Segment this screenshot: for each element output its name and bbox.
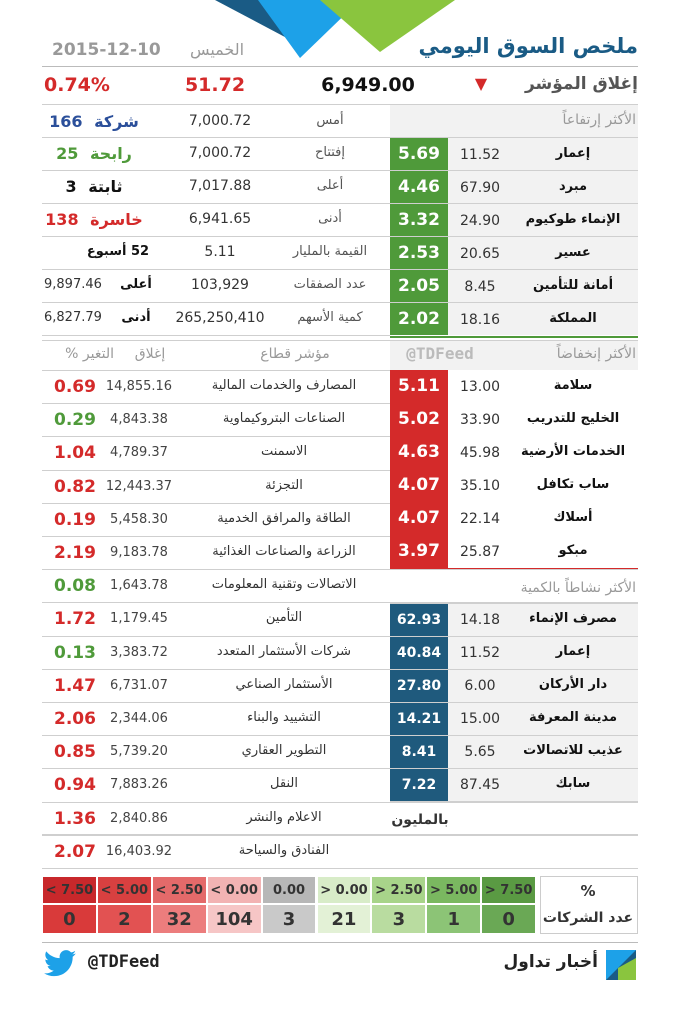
brand-logo-icon <box>606 950 636 980</box>
stat-label: أعلى <box>316 178 344 193</box>
divider <box>42 370 390 371</box>
sector-change: 1.47 <box>54 676 96 696</box>
divider <box>42 503 390 504</box>
active-title: الأكثر نشاطاً بالكمية <box>520 580 636 596</box>
sector-name: التطوير العقاري <box>241 743 327 758</box>
dist-range: > 0.00 <box>317 876 372 904</box>
active-qty-badge: 14.21 <box>390 703 448 735</box>
gainers-title: الأكثر إرتفاعاً <box>562 112 636 128</box>
sector-close: 2,344.06 <box>110 711 168 726</box>
sector-name: التشييد والبناء <box>247 710 321 725</box>
active-qty-badge: 27.80 <box>390 670 448 702</box>
sector-close: 5,739.20 <box>110 744 168 759</box>
watermark-handle: @TDFeed <box>406 344 474 363</box>
status-count: 3 <box>65 177 77 196</box>
twitter-bird-icon <box>44 950 76 977</box>
status-count: 25 <box>56 144 79 163</box>
active-qty-badge: 40.84 <box>390 637 448 669</box>
active-qty-badge: 7.22 <box>390 769 448 801</box>
status-count-group <box>44 144 144 163</box>
sector-change: 0.19 <box>54 510 96 530</box>
sector-change: 0.69 <box>54 377 96 397</box>
sector-name: التأمين <box>265 610 303 625</box>
gain-pct-badge: 2.53 <box>390 237 448 269</box>
stock-price: 24.90 <box>459 213 501 229</box>
sector-name: الاعلام والنشر <box>246 810 322 825</box>
dist-count: 1 <box>426 904 481 934</box>
sector-name: الفنادق والسياحة <box>238 843 330 858</box>
million-label: بالمليون <box>391 812 449 828</box>
stock-price: 13.00 <box>459 379 501 395</box>
sector-name: الأستثمار الصناعي <box>235 677 333 692</box>
sector-name: النقل <box>270 776 298 791</box>
page-title: ملخص السوق اليومي <box>418 34 638 58</box>
sector-change: 0.82 <box>54 477 96 497</box>
loss-pct-badge: 4.63 <box>390 436 448 469</box>
dist-range: < 5.00 <box>97 876 152 904</box>
loss-pct-badge: 5.11 <box>390 370 448 403</box>
dist-pct-label: % <box>580 882 596 900</box>
stock-name: مبكو <box>558 543 588 558</box>
divider <box>42 835 638 836</box>
dist-count: 0 <box>481 904 536 934</box>
divider <box>42 170 390 171</box>
stock-price: 25.87 <box>459 544 501 560</box>
stat-value: 7,017.88 <box>188 178 252 194</box>
stock-name: أمانة للتأمين <box>532 278 614 293</box>
gain-pct-badge: 2.02 <box>390 303 448 335</box>
index-change-pct: 0.74% <box>44 74 110 96</box>
sector-name: الطاقة والمرافق الخدمية <box>217 511 351 526</box>
down-arrow-icon: ▼ <box>474 74 488 93</box>
active-qty-badge: 8.41 <box>390 736 448 768</box>
stat-label: عدد الصفقات <box>293 277 367 292</box>
loss-pct-badge: 4.07 <box>390 502 448 535</box>
status-count-group <box>44 210 144 229</box>
sector-header-name: مؤشر قطاع <box>260 346 330 362</box>
divider <box>42 868 638 869</box>
stock-name: ساب تكافل <box>536 477 610 492</box>
stock-price: 20.65 <box>459 246 501 262</box>
dist-count: 32 <box>152 904 207 934</box>
sector-change: 0.85 <box>54 742 96 762</box>
stat-value: 265,250,410 <box>175 310 265 326</box>
stock-name: عسير <box>555 245 591 260</box>
stat-label: القيمة بالمليار <box>292 244 368 259</box>
stock-name: دار الأركان <box>538 677 608 692</box>
stock-name: سلامة <box>553 378 593 393</box>
sector-change: 0.08 <box>54 576 96 596</box>
week-label: 52 أسبوع <box>86 244 150 259</box>
stock-name: إعمار <box>555 644 591 659</box>
sector-close: 4,843.38 <box>110 412 168 427</box>
sector-change: 0.29 <box>54 410 96 430</box>
status-word: خاسرة <box>90 210 143 229</box>
sector-change: 1.04 <box>54 443 96 463</box>
gain-pct-badge: 3.32 <box>390 204 448 236</box>
divider <box>42 569 638 570</box>
sector-change: 1.36 <box>54 809 96 829</box>
stock-price: 33.90 <box>459 412 501 428</box>
dist-count: 0 <box>42 904 97 934</box>
dist-range: < 7.50 <box>42 876 97 904</box>
stock-price: 87.45 <box>459 777 501 793</box>
dist-count: 2 <box>97 904 152 934</box>
stock-name: المملكة <box>549 311 597 326</box>
gain-pct-badge: 2.05 <box>390 270 448 302</box>
sector-close: 6,731.07 <box>110 678 168 693</box>
dist-range: > 5.00 <box>426 876 481 904</box>
divider <box>42 802 638 803</box>
day-label: الخميس <box>189 40 245 59</box>
sector-close: 9,183.78 <box>110 545 168 560</box>
dist-range: < 2.50 <box>152 876 207 904</box>
stock-name: مدينة المعرفة <box>528 710 618 725</box>
status-count: 166 <box>49 112 83 131</box>
divider <box>42 536 390 537</box>
dist-count: 21 <box>317 904 372 934</box>
loss-pct-badge: 5.02 <box>390 403 448 436</box>
hl-label: أعلى <box>120 277 152 292</box>
sector-name: المصارف والخدمات المالية <box>211 378 357 393</box>
sector-change: 0.94 <box>54 775 96 795</box>
sector-close: 14,855.16 <box>105 379 173 394</box>
hl-label: أدنى <box>121 310 151 325</box>
divider <box>42 302 390 303</box>
dist-count: 3 <box>262 904 317 934</box>
stock-price: 8.45 <box>464 279 496 295</box>
stock-name: مصرف الإنماء <box>529 611 617 626</box>
stock-name: أسلاك <box>553 510 593 525</box>
sector-name: الزراعة والصناعات الغذائية <box>212 544 356 559</box>
divider <box>42 470 390 471</box>
stat-value: 7,000.72 <box>188 145 252 161</box>
divider <box>42 203 390 204</box>
stock-price: 45.98 <box>459 445 501 461</box>
status-count: 138 <box>45 210 79 229</box>
stat-value: 6,941.65 <box>188 211 252 227</box>
stat-label: أمس <box>316 113 344 128</box>
stock-name: إعمار <box>555 146 591 161</box>
status-word: ثابتة <box>88 177 123 196</box>
status-word: شركة <box>94 112 139 131</box>
sector-header-change: التغير % <box>65 346 114 362</box>
index-close: 6,949.00 <box>321 74 415 96</box>
status-count-group <box>44 112 144 131</box>
dist-count-label: عدد الشركات <box>542 910 634 926</box>
divider <box>390 801 638 802</box>
status-word: رابحة <box>89 144 132 163</box>
stat-value: 7,000.72 <box>188 113 252 129</box>
sector-name: الاسمنت <box>260 444 308 459</box>
divider <box>42 335 390 336</box>
gain-pct-badge: 5.69 <box>390 138 448 170</box>
loss-pct-badge: 4.07 <box>390 469 448 502</box>
stock-name: الخليج للتدريب <box>526 411 620 426</box>
stat-value: 5.11 <box>204 244 236 260</box>
stat-value: 103,929 <box>191 277 249 293</box>
sector-close: 12,443.37 <box>105 479 173 494</box>
sector-change: 0.13 <box>54 643 96 663</box>
divider <box>42 834 638 835</box>
losers-title: الأكثر إنخفاضاً <box>556 346 636 362</box>
dist-range: 0.00 <box>262 876 317 904</box>
gain-pct-badge: 4.46 <box>390 171 448 203</box>
dist-range: < 0.00 <box>207 876 262 904</box>
stock-price: 35.10 <box>459 478 501 494</box>
sector-change: 2.07 <box>54 842 96 862</box>
stock-price: 14.18 <box>459 612 501 628</box>
divider <box>42 236 390 237</box>
dist-range: > 7.50 <box>481 876 536 904</box>
sector-close: 1,179.45 <box>110 611 168 626</box>
stock-price: 67.90 <box>459 180 501 196</box>
stock-name: الخدمات الأرضية <box>520 444 626 459</box>
sector-change: 1.72 <box>54 609 96 629</box>
index-label: إغلاق المؤشر <box>524 74 638 94</box>
dist-count: 3 <box>371 904 426 934</box>
hl-value: 9,897.46 <box>44 277 102 292</box>
index-change: 51.72 <box>184 74 246 96</box>
sector-close: 2,840.86 <box>110 811 168 826</box>
stock-price: 15.00 <box>459 711 501 727</box>
sector-close: 5,458.30 <box>110 512 168 527</box>
divider <box>42 942 638 943</box>
sector-close: 3,383.72 <box>110 645 168 660</box>
stock-name: مبرد <box>558 179 588 194</box>
divider <box>42 269 390 270</box>
active-qty-badge: 62.93 <box>390 604 448 636</box>
stock-price: 5.65 <box>464 744 496 760</box>
footer-handle: @TDFeed <box>88 952 160 972</box>
gainers-underline <box>390 336 638 338</box>
stock-name: سابك <box>555 776 591 791</box>
stock-price: 11.52 <box>459 645 501 661</box>
stat-label: أدنى <box>318 211 342 226</box>
sector-name: الاتصالات وتقنية المعلومات <box>211 577 357 592</box>
stat-label: إفتتاح <box>314 145 346 160</box>
stock-price: 11.52 <box>459 147 501 163</box>
status-count-group <box>44 177 144 196</box>
sector-change: 2.19 <box>54 543 96 563</box>
sector-name: التجزئة <box>265 478 303 493</box>
stock-name: عذيب للاتصالات <box>523 743 623 758</box>
sector-name: شركات الأستثمار المتعدد <box>216 644 352 659</box>
divider <box>42 137 390 138</box>
footer-brand: أخبار تداول <box>503 952 598 972</box>
sector-name: الصناعات البتروكيماوية <box>222 411 346 426</box>
stock-price: 6.00 <box>464 678 496 694</box>
stock-price: 22.14 <box>459 511 501 527</box>
sector-change: 2.06 <box>54 709 96 729</box>
sector-header-close: إغلاق <box>134 346 166 362</box>
stat-label: كمية الأسهم <box>297 310 363 325</box>
sector-close: 7,883.26 <box>110 777 168 792</box>
dist-count: 104 <box>207 904 262 934</box>
sector-close: 4,789.37 <box>110 445 168 460</box>
sector-close: 1,643.78 <box>110 578 168 593</box>
divider <box>42 66 638 67</box>
loss-pct-badge: 3.97 <box>390 535 448 568</box>
dist-range: > 2.50 <box>371 876 426 904</box>
divider <box>42 436 390 437</box>
date-label: 2015-12-10 <box>52 40 161 60</box>
divider <box>42 403 390 404</box>
hl-value: 6,827.79 <box>44 310 102 325</box>
stock-price: 18.16 <box>459 312 501 328</box>
stock-name: الإنماء طوكيوم <box>525 212 621 227</box>
sector-close: 16,403.92 <box>105 844 173 859</box>
